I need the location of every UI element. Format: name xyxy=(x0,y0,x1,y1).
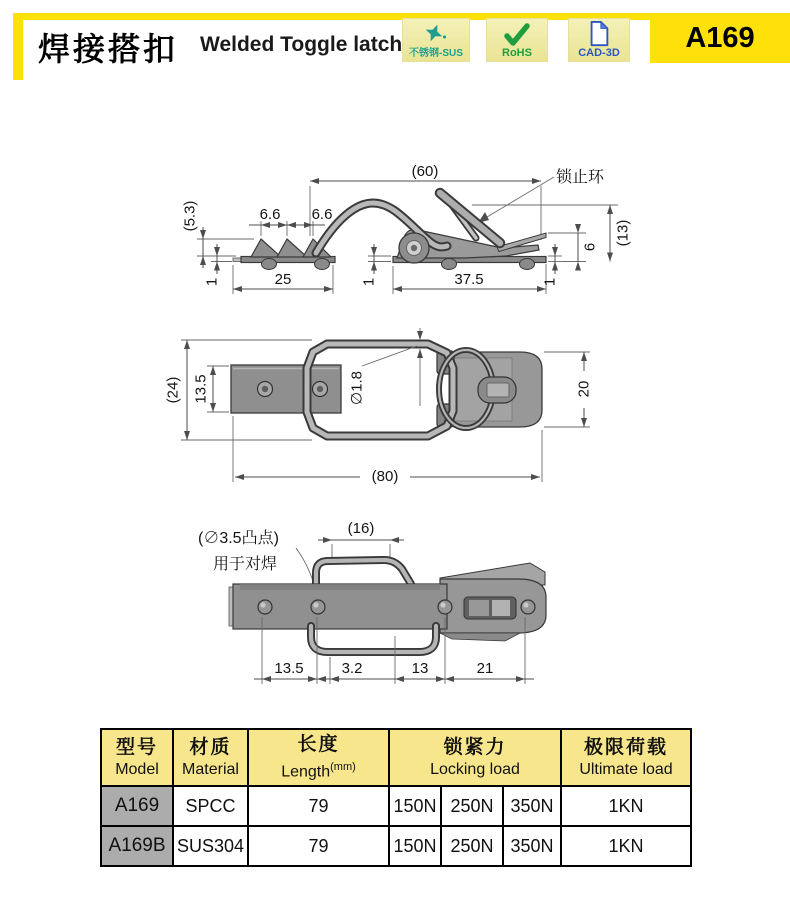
cell-load-mid: 250N xyxy=(441,786,503,826)
dim-dot-to-loop-label: 3.2 xyxy=(341,660,363,677)
col-header-material-zh: 材质 xyxy=(189,736,232,758)
dim-total-height-label: (13) xyxy=(614,219,632,247)
top-view-drawing xyxy=(150,315,610,490)
dim-total-length-label: (80) xyxy=(371,468,399,485)
dim-tail-height-label: 6 xyxy=(581,242,599,252)
dim-plate-thk-left-label: 1 xyxy=(203,277,221,287)
dim-plate-thk-right-label: 1 xyxy=(541,277,559,287)
cell-ultimate: 1KN xyxy=(561,786,691,826)
cell-load-max: 350N xyxy=(503,826,561,866)
cell-load-mid: 250N xyxy=(441,826,503,866)
cell-model: A169 xyxy=(101,786,173,826)
cell-load-max: 350N xyxy=(503,786,561,826)
badge-label: RoHS xyxy=(502,47,532,59)
dim-right-base-label: 37.5 xyxy=(454,271,484,288)
cell-ultimate: 1KN xyxy=(561,826,691,866)
dim-total-width-label: (60) xyxy=(411,163,439,180)
badge-label: 不锈钢-SUS xyxy=(409,48,463,59)
col-header-material-en: Material xyxy=(182,760,239,778)
col-header-ultimate-zh: 极限荷载 xyxy=(583,736,668,758)
col-header-ultimate-load xyxy=(561,729,691,786)
col-header-length xyxy=(248,729,389,786)
page-title: 焊接搭扣 xyxy=(38,31,179,67)
col-header-length-unit: (mm) xyxy=(330,760,356,773)
model-code-text: A169 xyxy=(685,21,755,54)
dim-dot-pitch-right-label: 21 xyxy=(476,660,494,677)
table-row xyxy=(101,786,691,826)
cell-material: SUS304 xyxy=(173,826,248,866)
col-header-length-en: Length xyxy=(281,763,331,781)
dim-loop-span-label: (16) xyxy=(347,520,375,537)
badge-stainless-sus xyxy=(402,18,470,62)
col-header-locking-en: Locking load xyxy=(430,760,520,778)
lock-ring-label: 锁止环 xyxy=(556,169,605,186)
weld-use-note-label: 用于对焊 xyxy=(213,556,278,573)
dim-dot-pitch-left-label: 13.5 xyxy=(274,660,304,677)
dim-loop-to-dot-label: 13 xyxy=(411,660,429,677)
dim-wire-dia-label: ∅1.8 xyxy=(348,371,366,405)
col-header-model-zh: 型号 xyxy=(115,736,158,758)
col-header-model-en: Model xyxy=(115,760,159,778)
col-header-length-zh: 长度 xyxy=(297,733,340,755)
document-icon xyxy=(586,21,612,47)
badge-rohs xyxy=(486,18,548,62)
col-header-ultimate-en: Ultimate load xyxy=(579,760,673,778)
col-header-model xyxy=(101,729,173,786)
dim-plate-width-label: 13.5 xyxy=(192,374,210,404)
dim-left-base-label: 25 xyxy=(274,271,292,288)
col-header-material xyxy=(173,729,248,786)
bottom-view-drawing xyxy=(180,505,600,705)
col-header-locking-load xyxy=(389,729,561,786)
side-view-drawing xyxy=(150,148,660,308)
model-code-badge xyxy=(650,13,790,63)
cell-load-min: 150N xyxy=(389,826,441,866)
dim-hook-height-label: (5.3) xyxy=(181,200,199,232)
sparkle-star-icon xyxy=(423,23,449,47)
spec-table xyxy=(100,728,692,867)
cell-load-min: 150N xyxy=(389,786,441,826)
dim-plate-thk-mid-label: 1 xyxy=(360,277,378,287)
badge-label: CAD-3D xyxy=(578,47,620,59)
cell-length: 79 xyxy=(248,826,389,866)
cell-length: 79 xyxy=(248,786,389,826)
cell-material: SPCC xyxy=(173,786,248,826)
checkmark-icon xyxy=(504,23,530,47)
page-subtitle: Welded Toggle latch xyxy=(200,33,403,56)
spec-table-header-row xyxy=(101,729,691,786)
dim-tooth-pitch-a-label: 6.6 xyxy=(259,206,281,223)
table-row xyxy=(101,826,691,866)
dim-loop-width-label: (24) xyxy=(164,376,182,404)
weld-dot-note-label: (∅3.5凸点) xyxy=(198,530,279,547)
badge-cad-3d xyxy=(568,18,630,62)
cell-model: A169B xyxy=(101,826,173,866)
dim-tooth-pitch-b-label: 6.6 xyxy=(311,206,333,223)
header-accent-bar xyxy=(13,13,23,80)
col-header-locking-zh: 锁紧力 xyxy=(443,736,507,758)
dim-body-width-label: 20 xyxy=(575,380,593,398)
